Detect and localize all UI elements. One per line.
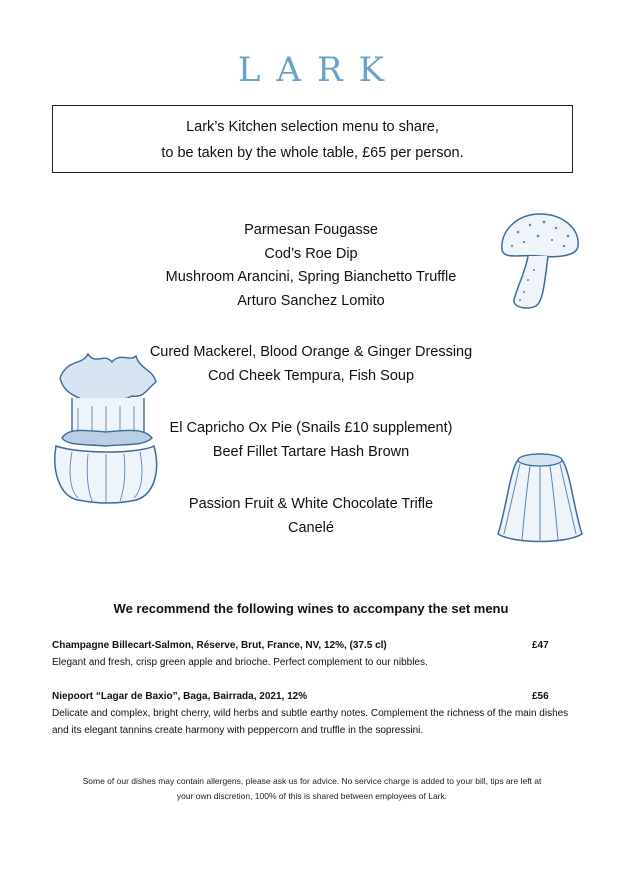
wine-entry: [52, 688, 572, 739]
wine-price: £56: [532, 691, 549, 702]
intro-line-2: to be taken by the whole table, £65 per person.: [161, 145, 464, 161]
allergen-footer: [52, 774, 572, 803]
wine-description: Elegant and fresh, crisp green apple and brioche. Perfect complement to our nibbles.: [52, 657, 428, 668]
wine-name: Niepoort “Lagar de Baxio”, Baga, Bairrada, 2021, 12%: [52, 691, 308, 702]
wine-name: Champagne Billecart-Salmon, Réserve, Brut, France, NV, 12%, (37.5 cl): [52, 640, 387, 651]
menu-item: Cod’s Roe Dip: [264, 245, 358, 262]
pie-illustration: [48, 348, 164, 508]
menu-item: Beef Fillet Tartare Hash Brown: [212, 443, 410, 460]
intro-box: [52, 105, 573, 173]
wine-description: Delicate and complex, bright cherry, wild herbs and subtle earthy notes. Complement the richness of the main dishes and its elegant tannins create harmony with peppercorn and truffle in the sopressini.: [52, 708, 569, 736]
menu-item: Mushroom Arancini, Spring Bianchetto Truffle: [165, 269, 457, 285]
wine-entry: [52, 637, 572, 671]
menu-item: Parmesan Fougasse: [244, 222, 378, 238]
menu-item: Cured Mackerel, Blood Orange & Ginger Dressing: [149, 344, 473, 360]
menu-item: Canelé: [288, 519, 334, 536]
brand-logo: LARK: [237, 50, 401, 90]
wine-heading: We recommend the following wines to accompany the set menu: [113, 601, 509, 616]
footer-line-2: your own discretion, 100% of this is shared between employees of Lark.: [176, 790, 448, 801]
menu-item: El Capricho Ox Pie (Snails £10 supplement): [169, 420, 453, 436]
menu-item: Arturo Sanchez Lomito: [237, 292, 385, 309]
canele-illustration: [496, 450, 584, 544]
intro-line-1: Lark’s Kitchen selection menu to share,: [186, 119, 439, 135]
wine-price: £47: [532, 640, 549, 651]
menu-item: Passion Fruit & White Chocolate Trifle: [188, 496, 434, 512]
mushroom-illustration: [498, 210, 582, 312]
menu-item: Cod Cheek Tempura, Fish Soup: [207, 367, 415, 384]
footer-line-1: Some of our dishes may contain allergens, please ask us for advice. No service charge is added to your bill, tips are left at: [82, 776, 542, 786]
